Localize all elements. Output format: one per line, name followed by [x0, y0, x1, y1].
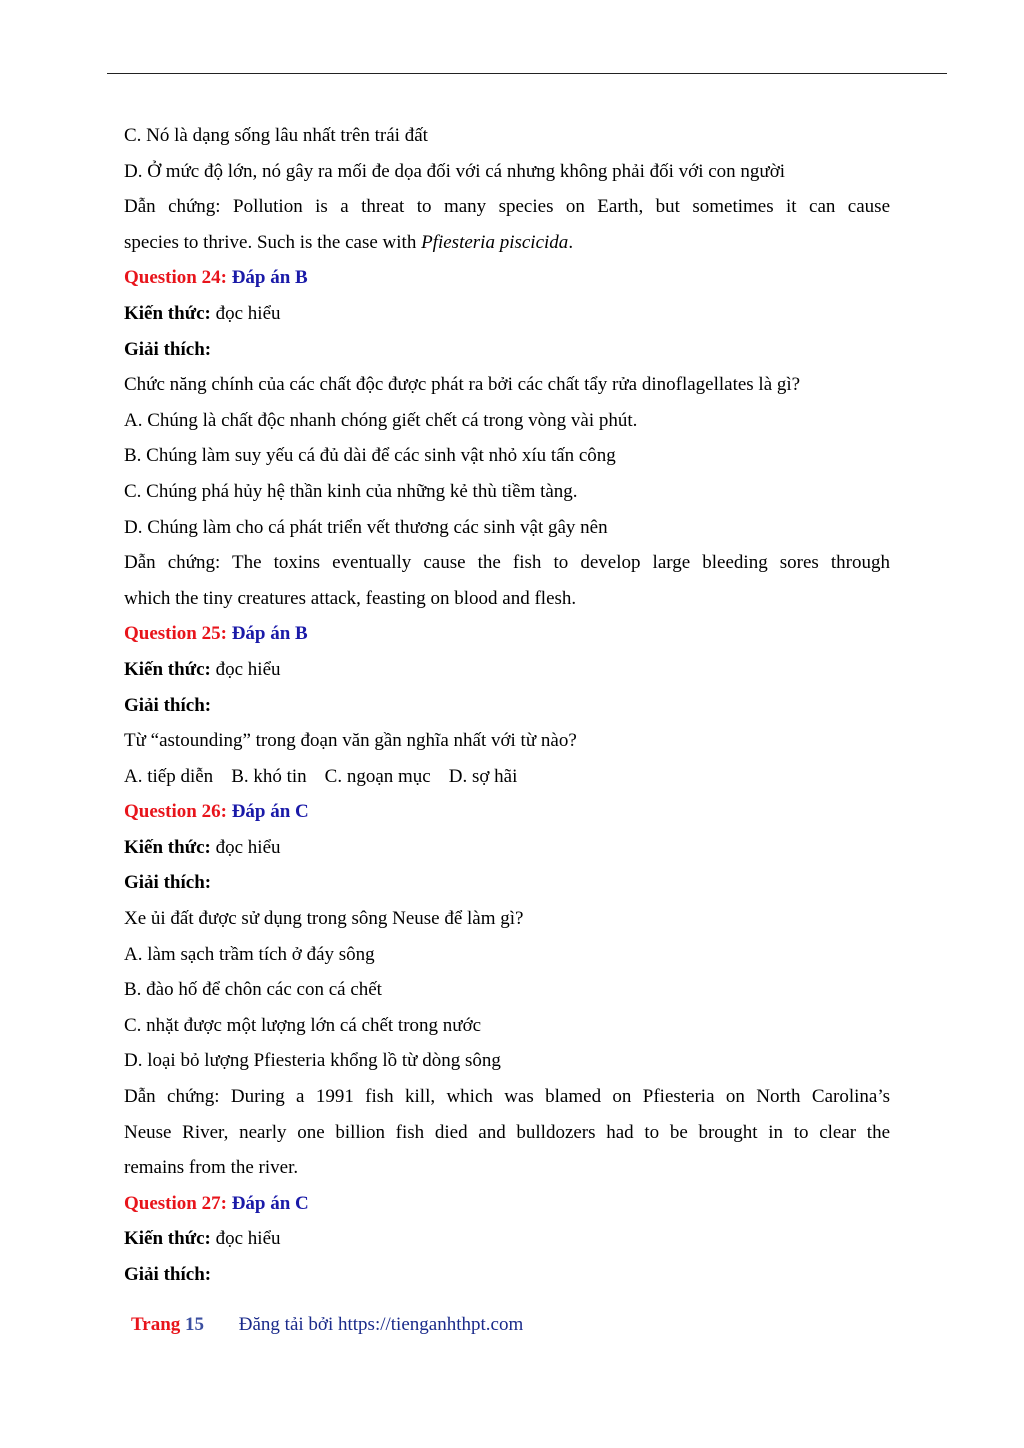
page-content — [124, 118, 890, 1293]
option-b: B. khó tin — [231, 765, 307, 787]
page-footer — [131, 1314, 523, 1336]
question-text: Chức năng chính của các chất độc được phát ra bởi các chất tẩy rửa dinoflagellates là gì? — [124, 374, 801, 396]
option-b: B. Chúng làm suy yếu cá đủ dài để các sinh vật nhỏ xíu tấn công — [124, 445, 616, 467]
evidence-line: Dẫn chứng: The toxins eventually cause the fish to develop large bleeding sores through — [124, 552, 890, 574]
question-text: Từ “astounding” trong đoạn văn gần nghĩa nhất với từ nào? — [124, 730, 577, 752]
option-c: C. Nó là dạng sống lâu nhất trên trái đất — [124, 125, 428, 146]
explanation-label: Giải thích: — [124, 694, 212, 716]
explanation-label: Giải thích: — [124, 872, 212, 894]
source-credit[interactable]: Đăng tải bởi https://tienganhthpt.com — [238, 1314, 524, 1335]
species-name: Pfiesteria piscicida — [421, 231, 569, 253]
explanation-label: Giải thích: — [124, 1264, 212, 1285]
evidence-line: Dẫn chứng: During a 1991 fish kill, which was blamed on Pfiesteria on North Carolina’s — [124, 1086, 890, 1108]
evidence-line: species to thrive. Such is the case with Pfiesteria piscicida. — [124, 231, 574, 253]
knowledge-line: Kiến thức: đọc hiểu — [124, 836, 281, 858]
option-c: C. Chúng phá hủy hệ thần kinh của những kẻ thù tiềm tàng. — [124, 480, 578, 502]
option-c: C. nhặt được một lượng lớn cá chết trong nước — [124, 1014, 482, 1036]
evidence-line: remains from the river. — [124, 1157, 299, 1179]
question-heading: Question 25: Đáp án B — [124, 623, 308, 645]
option-a: A. tiếp diễn — [124, 765, 214, 787]
evidence-line: Dẫn chứng: Pollution is a threat to many species on Earth, but sometimes it can cause — [124, 196, 890, 218]
question-heading: Question 24: Đáp án B — [124, 267, 308, 289]
header-rule — [107, 73, 947, 74]
option-d: D. Ở mức độ lớn, nó gây ra mối đe dọa đối với cá nhưng không phải đối với con người — [124, 160, 786, 182]
page-number: 15 — [185, 1314, 205, 1335]
option-d: D. loại bỏ lượng Pfiesteria khổng lồ từ dòng sông — [124, 1050, 501, 1072]
knowledge-line: Kiến thức: đọc hiểu — [124, 658, 281, 680]
evidence-line: Neuse River, nearly one billion fish died and bulldozers had to be brought in to clear the — [124, 1121, 890, 1143]
option-b: B. đào hố để chôn các con cá chết — [124, 979, 382, 1001]
options-row — [124, 759, 890, 795]
option-a: A. làm sạch trầm tích ở đáy sông — [124, 943, 375, 965]
page-label: Trang — [131, 1314, 181, 1335]
option-d: D. sợ hãi — [448, 765, 518, 787]
question-heading: Question 26: Đáp án C — [124, 801, 309, 823]
explanation-label: Giải thích: — [124, 338, 212, 360]
knowledge-line: Kiến thức: đọc hiểu — [124, 1228, 281, 1250]
question-heading: Question 27: Đáp án C — [124, 1192, 309, 1214]
option-d: D. Chúng làm cho cá phát triển vết thương các sinh vật gây nên — [124, 516, 608, 538]
option-c: C. ngoạn mục — [324, 765, 431, 787]
question-text: Xe ủi đất được sử dụng trong sông Neuse để làm gì? — [124, 908, 524, 930]
knowledge-line: Kiến thức: đọc hiểu — [124, 302, 281, 324]
evidence-line: which the tiny creatures attack, feasting on blood and flesh. — [124, 587, 577, 609]
option-a: A. Chúng là chất độc nhanh chóng giết chết cá trong vòng vài phút. — [124, 409, 638, 431]
